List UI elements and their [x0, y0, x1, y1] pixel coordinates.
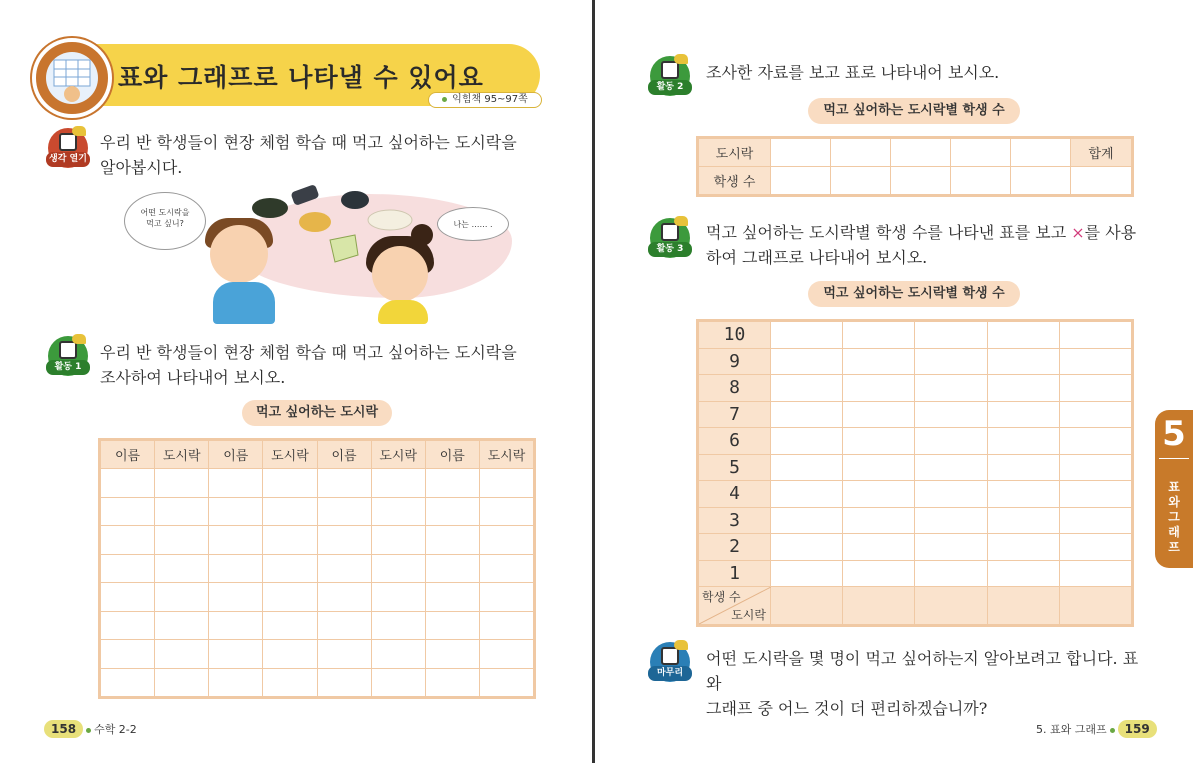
survey-header-4: 이름 [317, 441, 371, 469]
survey-table [100, 440, 534, 697]
graph-cell[interactable] [843, 454, 915, 481]
graph-cell[interactable] [915, 560, 987, 587]
graph-row [699, 507, 1132, 534]
graph-cell[interactable] [843, 322, 915, 349]
graph-cell[interactable] [771, 534, 843, 561]
survey-cell[interactable] [371, 554, 425, 583]
lesson-emblem-icon [32, 38, 112, 118]
survey-cell[interactable] [317, 469, 371, 498]
page-title: 표와 그래프로 나타낼 수 있어요 [118, 63, 484, 92]
page-footer-left [44, 720, 137, 738]
survey-row [101, 611, 534, 640]
survey-row [101, 583, 534, 612]
count-table [698, 138, 1132, 195]
chapter-title: 표 와 그 래 프 [1168, 480, 1180, 554]
survey-cell[interactable] [263, 640, 317, 669]
graph-cell[interactable] [987, 481, 1059, 508]
survey-cell[interactable] [425, 640, 479, 669]
graph-cell[interactable] [915, 507, 987, 534]
count-table-row-lunch: 도시락 합계 [699, 139, 1132, 167]
graph-cell[interactable] [987, 560, 1059, 587]
graph-cell[interactable] [843, 375, 915, 402]
activity3-badge-icon: 활동 3 [650, 218, 690, 260]
graph-row [699, 481, 1132, 508]
survey-cell[interactable] [371, 668, 425, 697]
survey-cell[interactable] [479, 469, 533, 498]
survey-cell[interactable] [371, 640, 425, 669]
graph-y-label: 7 [699, 401, 771, 428]
survey-cell[interactable] [209, 554, 263, 583]
graph-cell[interactable] [843, 534, 915, 561]
graph-cell[interactable] [771, 401, 843, 428]
chapter-label: 5. 표와 그래프 [1036, 723, 1107, 736]
graph-cell[interactable] [987, 401, 1059, 428]
activity3-text: 먹고 싶어하는 도시락별 학생 수를 나타낸 표를 보고 ×를 사용 하여 그래프로 나타내어 보시오. [706, 223, 1137, 267]
page-number: 159 [1118, 720, 1157, 738]
table-caption: 먹고 싶어하는 도시락별 학생 수 [808, 98, 1020, 124]
graph-y-label: 10 [699, 322, 771, 349]
survey-row [101, 497, 534, 526]
graph-row [699, 401, 1132, 428]
graph-cell[interactable] [771, 375, 843, 402]
graph-row [699, 454, 1132, 481]
survey-cell[interactable] [155, 583, 209, 612]
graph-cell[interactable] [1059, 534, 1131, 561]
survey-header-3: 도시락 [263, 441, 317, 469]
survey-row [101, 640, 534, 669]
survey-row [101, 554, 534, 583]
page-footer-right [1036, 720, 1157, 738]
graph-cell[interactable] [1059, 454, 1131, 481]
graph-cell[interactable] [843, 401, 915, 428]
survey-header-5: 도시락 [371, 441, 425, 469]
graph-row [699, 348, 1132, 375]
survey-header-2: 이름 [209, 441, 263, 469]
survey-cell[interactable] [209, 469, 263, 498]
graph-row [699, 560, 1132, 587]
survey-header-6: 이름 [425, 441, 479, 469]
graph-cell[interactable] [771, 454, 843, 481]
survey-cell[interactable] [209, 497, 263, 526]
survey-cell[interactable] [371, 497, 425, 526]
survey-row [101, 526, 534, 555]
survey-cell[interactable] [317, 668, 371, 697]
survey-cell[interactable] [263, 583, 317, 612]
survey-cell[interactable] [479, 611, 533, 640]
survey-cell[interactable] [425, 497, 479, 526]
graph-cell[interactable] [1059, 507, 1131, 534]
graph-cell[interactable] [771, 507, 843, 534]
survey-cell[interactable] [209, 526, 263, 555]
survey-cell[interactable] [155, 554, 209, 583]
graph-y-label: 1 [699, 560, 771, 587]
survey-cell[interactable] [425, 469, 479, 498]
graph-cell[interactable] [1059, 375, 1131, 402]
survey-cell[interactable] [479, 554, 533, 583]
chapter-number: 5 [1162, 414, 1186, 454]
graph-cell[interactable] [771, 481, 843, 508]
graph-cell[interactable] [915, 534, 987, 561]
graph-cell[interactable] [915, 454, 987, 481]
graph-row [699, 375, 1132, 402]
graph-y-label: 5 [699, 454, 771, 481]
graph-cell[interactable] [771, 560, 843, 587]
graph-cell[interactable] [1059, 560, 1131, 587]
graph-corner-cell: 학생 수 도시락 [699, 587, 771, 625]
graph-cell[interactable] [987, 428, 1059, 455]
activity1-badge-icon: 활동 1 [48, 336, 88, 378]
graph-caption: 먹고 싶어하는 도시락별 학생 수 [808, 281, 1020, 307]
book-label: 수학 2-2 [94, 723, 137, 736]
workbook-reference: 익힘책 95~97쪽 [428, 92, 542, 108]
survey-cell[interactable] [101, 554, 155, 583]
think-badge-icon: 생각 열기 [48, 128, 88, 170]
graph-row [699, 534, 1132, 561]
survey-cell[interactable] [263, 554, 317, 583]
graph-cell[interactable] [843, 560, 915, 587]
survey-cell[interactable] [155, 497, 209, 526]
activity2-text: 조사한 자료를 보고 표로 나타내어 보시오. [706, 63, 1000, 82]
survey-cell[interactable] [155, 640, 209, 669]
survey-cell[interactable] [425, 668, 479, 697]
survey-cell[interactable] [317, 583, 371, 612]
graph-cell[interactable] [915, 348, 987, 375]
tally-graph [698, 321, 1132, 625]
survey-cell[interactable] [101, 469, 155, 498]
page-number: 158 [44, 720, 83, 738]
graph-cell[interactable] [1059, 481, 1131, 508]
graph-cell[interactable] [987, 348, 1059, 375]
survey-cell[interactable] [479, 640, 533, 669]
survey-cell[interactable] [263, 668, 317, 697]
survey-cell[interactable] [263, 611, 317, 640]
survey-cell[interactable] [425, 526, 479, 555]
girl-speech-bubble: 나는 …… . [437, 207, 509, 241]
graph-y-label: 2 [699, 534, 771, 561]
survey-cell[interactable] [317, 554, 371, 583]
graph-cell[interactable] [987, 507, 1059, 534]
graph-cell[interactable] [1059, 322, 1131, 349]
graph-cell[interactable] [987, 375, 1059, 402]
survey-cell[interactable] [101, 640, 155, 669]
graph-cell[interactable] [987, 322, 1059, 349]
graph-axis-row [699, 587, 1132, 625]
graph-cell[interactable] [915, 375, 987, 402]
x-mark: × [1071, 223, 1085, 242]
survey-cell[interactable] [479, 497, 533, 526]
graph-cell[interactable] [843, 507, 915, 534]
activity2-badge-icon: 활동 2 [650, 56, 690, 98]
survey-cell[interactable] [209, 640, 263, 669]
survey-cell[interactable] [101, 668, 155, 697]
survey-header-0: 이름 [101, 441, 155, 469]
survey-cell[interactable] [479, 526, 533, 555]
book-spine [592, 0, 595, 763]
graph-cell[interactable] [915, 428, 987, 455]
survey-cell[interactable] [263, 526, 317, 555]
survey-cell[interactable] [425, 611, 479, 640]
graph-cell[interactable] [987, 454, 1059, 481]
intro-text: 우리 반 학생들이 현장 체험 학습 때 먹고 싶어하는 도시락을 알아봅시다. [100, 133, 517, 177]
survey-cell[interactable] [101, 526, 155, 555]
survey-cell[interactable] [209, 668, 263, 697]
graph-cell[interactable] [1059, 401, 1131, 428]
graph-y-label: 3 [699, 507, 771, 534]
boy-speech-bubble: 어떤 도시락을 먹고 싶니? [124, 192, 206, 250]
graph-cell[interactable] [771, 348, 843, 375]
count-table-row-students: 학생 수 [699, 167, 1132, 195]
survey-cell[interactable] [155, 526, 209, 555]
survey-cell[interactable] [317, 526, 371, 555]
survey-cell[interactable] [155, 668, 209, 697]
survey-cell[interactable] [263, 497, 317, 526]
survey-cell[interactable] [155, 611, 209, 640]
survey-cell[interactable] [425, 554, 479, 583]
survey-cell[interactable] [317, 611, 371, 640]
graph-cell[interactable] [1059, 428, 1131, 455]
graph-cell[interactable] [915, 322, 987, 349]
survey-cell[interactable] [155, 469, 209, 498]
graph-cell[interactable] [987, 534, 1059, 561]
graph-cell[interactable] [843, 481, 915, 508]
wrapup-text: 어떤 도시락을 몇 명이 먹고 싶어하는지 알아보려고 합니다. 표와 그래프 중 어느 것이 더 편리하겠습니까? [706, 649, 1139, 718]
graph-y-label: 9 [699, 348, 771, 375]
survey-cell[interactable] [263, 469, 317, 498]
graph-cell[interactable] [771, 428, 843, 455]
survey-cell[interactable] [101, 611, 155, 640]
survey-caption: 먹고 싶어하는 도시락 [242, 400, 392, 426]
left-page [0, 0, 592, 763]
activity1-text: 우리 반 학생들이 현장 체험 학습 때 먹고 싶어하는 도시락을 조사하여 나타내어 보시오. [100, 343, 517, 387]
wrapup-badge-icon: 마무리 [650, 642, 690, 684]
chapter-side-tab[interactable] [1155, 410, 1193, 568]
survey-cell[interactable] [371, 611, 425, 640]
survey-cell[interactable] [371, 526, 425, 555]
survey-cell[interactable] [101, 497, 155, 526]
graph-cell[interactable] [1059, 348, 1131, 375]
survey-cell[interactable] [371, 583, 425, 612]
survey-row [101, 668, 534, 697]
graph-cell[interactable] [771, 322, 843, 349]
graph-row [699, 428, 1132, 455]
graph-cell[interactable] [843, 428, 915, 455]
survey-row [101, 469, 534, 498]
survey-header-1: 도시락 [155, 441, 209, 469]
survey-cell[interactable] [425, 583, 479, 612]
survey-cell[interactable] [101, 583, 155, 612]
survey-cell[interactable] [209, 611, 263, 640]
survey-cell[interactable] [479, 668, 533, 697]
survey-cell[interactable] [317, 640, 371, 669]
graph-cell[interactable] [915, 481, 987, 508]
graph-y-label: 8 [699, 375, 771, 402]
survey-cell[interactable] [209, 583, 263, 612]
graph-y-label: 4 [699, 481, 771, 508]
graph-y-label: 6 [699, 428, 771, 455]
graph-cell[interactable] [843, 348, 915, 375]
graph-cell[interactable] [915, 401, 987, 428]
graph-row [699, 322, 1132, 349]
right-page [596, 0, 1193, 763]
survey-cell[interactable] [371, 469, 425, 498]
survey-header-7: 도시락 [479, 441, 533, 469]
survey-cell[interactable] [479, 583, 533, 612]
survey-cell[interactable] [317, 497, 371, 526]
